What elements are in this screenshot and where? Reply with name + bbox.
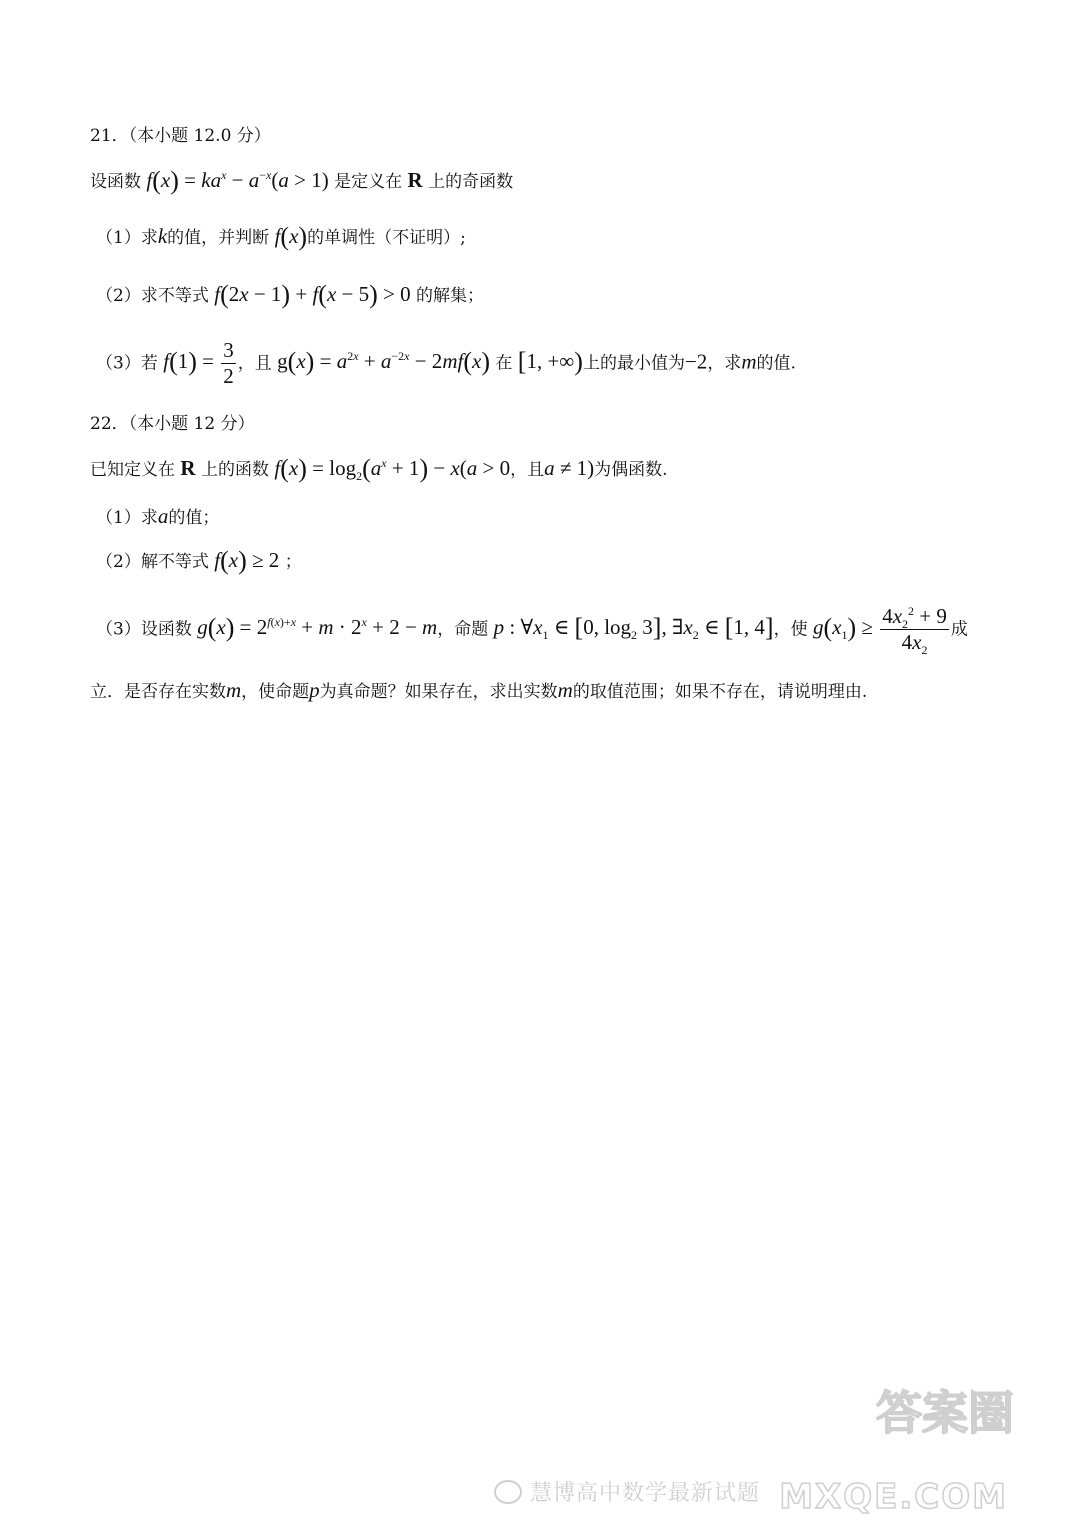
watermark-account: 慧博高中数学最新试题 [494, 1476, 760, 1507]
q21-part1: （1）求k的值，并判断 f(x)的单调性（不证明）; [96, 222, 466, 251]
watermark-logo [779, 1386, 1044, 1517]
q22-part1: （1）求a的值； [96, 504, 220, 528]
watermark-logo-cn: 答案圈 [876, 1386, 1014, 1440]
q21-part3: （3）若 f(1) = $\frac{3}{2}$ ，且 $g(x) = a^{2x} + a^{-2x} - 2mf(x)$ 在 [1, +∞)上的最小值为−2，求m的值. [96, 338, 796, 388]
wechat-icon [494, 1480, 522, 1504]
q22-part3: （3）设函数 $g(x) = 2^{f(x)+x} + m \cdot 2^x + 2 - m$，命题 p : $\forall x_1$ ∈ [0, $\log_2 3$], $\exists x_2$ ∈ [1, 4]，使 $g(x_1)$ ≥ $\frac{4x_2^2 + 9}{4x_2}$ 成 [96, 604, 968, 658]
watermark-logo-en: MXQE.COM [779, 1477, 1008, 1517]
q21-stem: 设函数 $f(x) = ka^x - a^{-x}(a > 1)$ 是定义在 R 上的奇函数 [90, 166, 514, 195]
q22-stem: 已知定义在 R 上的函数 $f(x) = \log_2(a^x + 1) - x(a > 0$，且a ≠ 1)为偶函数. [90, 454, 668, 484]
q21-part2: （2）求不等式 f(2x − 1) + f(x − 5) > 0 的解集； [96, 280, 485, 309]
q21-header: 21．（本小题 12.0 分） [90, 126, 271, 146]
q22-part2: （2）解不等式 f(x) ≥ 2 ； [96, 546, 302, 575]
q22-header: 22．（本小题 12 分） [90, 414, 255, 434]
q22-part3-continued: 立．是否存在实数m，使命题p为真命题？如果存在，求出实数m的取值范围；如果不存在，请说明理由. [90, 678, 868, 702]
